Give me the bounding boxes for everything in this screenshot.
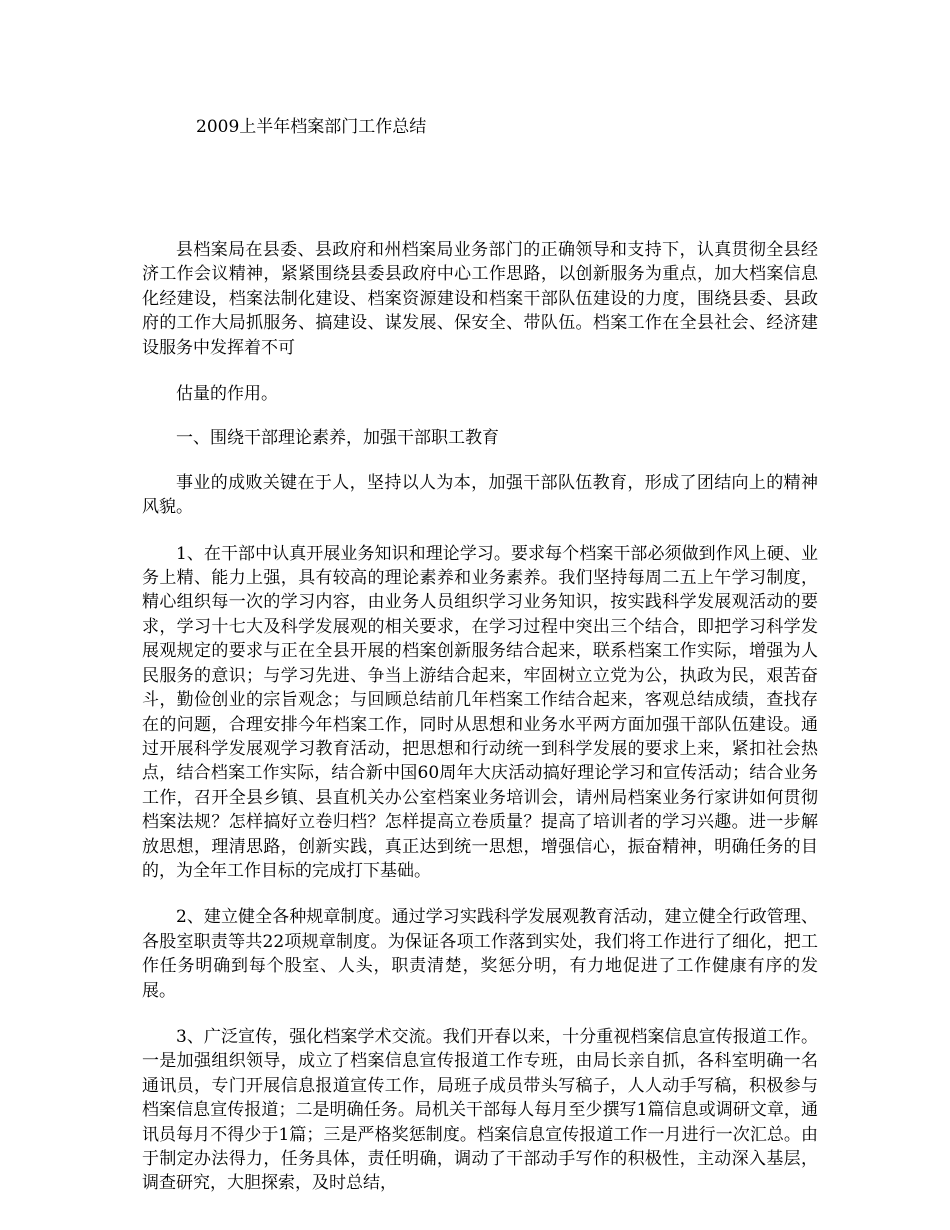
paragraph-item-1: 1、在干部中认真开展业务知识和理论学习。要求每个档案干部必须做到作风上硬、业务上精、能力上强，具有较高的理论素养和业务素养。我们坚持每周二五上午学习制度，精心组织每一次的学习内容，由业务人员组织学习业务知识，按实践科学发展观活动的要求，学习十七大及科学发展观的相关要求，在学习过程中突出三个结合，即把学习科学发展观规定的要求与正在全县开展的档案创新服务结合起来，联系档案工作实际，增强为人民服务的意识；与学习先进、争当上游结合起来，牢固树立立党为公，执政为民，艰苦奋斗，勤俭创业的宗旨观念；与回顾总结前几年档案工作结合起来，客观总结成绩，查找存在的问题，合理安排今年档案工作，同时从思想和业务水平两方面加强干部队伍建设。通过开展科学发展观学习教育活动，把思想和行动统一到科学发展的要求上来，紧扣社会热点，结合档案工作实际，结合新中国60周年大庆活动搞好理论学习和宣传活动；结合业务工作，召开全县乡镇、县直机关办公室档案业务培训会，请州局档案业务行家讲如何贯彻档案法规？怎样搞好立卷归档？怎样提高立卷质量？提高了培训者的学习兴趣。进一步解放思想，理清思路，创新实践，真正达到统一思想，增强信心，振奋精神，明确任务的目的，为全年工作目标的完成打下基础。 bbox=[142, 543, 818, 881]
section-heading-1: 一、围绕干部理论素养，加强干部职工教育 bbox=[176, 428, 499, 449]
paragraph-section-1-intro: 事业的成败关键在于人，坚持以人为本，加强干部队伍教育，形成了团结向上的精神风貌。 bbox=[142, 472, 818, 518]
paragraph-item-3: 3、广泛宣传，强化档案学术交流。我们开春以来，十分重视档案信息宣传报道工作。一是加强组织领导，成立了档案信息宣传报道工作专班，由局长亲自抓，各科室明确一名通讯员，专门开展信息报道宣传工作，局班子成员带头写稿子，人人动手写稿，积极参与档案信息宣传报道；二是明确任务。局机关干部每人每月至少撰写1篇信息或调研文章，通讯员每月不得少于1篇；三是严格奖惩制度。档案信息宣传报道工作一月进行一次汇总。由于制定办法得力，任务具体，责任明确，调动了干部动手写作的积极性，主动深入基层，调查研究，大胆探索，及时总结， bbox=[142, 1026, 818, 1194]
document-title: 2009上半年档案部门工作总结 bbox=[196, 117, 427, 137]
paragraph-intro: 县档案局在县委、县政府和州档案局业务部门的正确领导和支持下，认真贯彻全县经济工作会议精神，紧紧围绕县委县政府中心工作思路，以创新服务为重点，加大档案信息化经建设，档案法制化建设、档案资源建设和档案干部队伍建设的力度，围绕县委、县政府的工作大局抓服务、搞建设、谋发展、保安全、带队伍。档案工作在全县社会、经济建设服务中发挥着不可 bbox=[142, 240, 818, 358]
paragraph-intro-continued: 估量的作用。 bbox=[176, 384, 278, 405]
document-body bbox=[142, 238, 818, 1218]
paragraph-item-2: 2、建立健全各种规章制度。通过学习实践科学发展观教育活动，建立健全行政管理、各股室职责等共22项规章制度。为保证各项工作落到实处，我们将工作进行了细化，把工作任务明确到每个股室、人头，职责清楚，奖惩分明，有力地促进了工作健康有序的发展。 bbox=[142, 907, 818, 1001]
